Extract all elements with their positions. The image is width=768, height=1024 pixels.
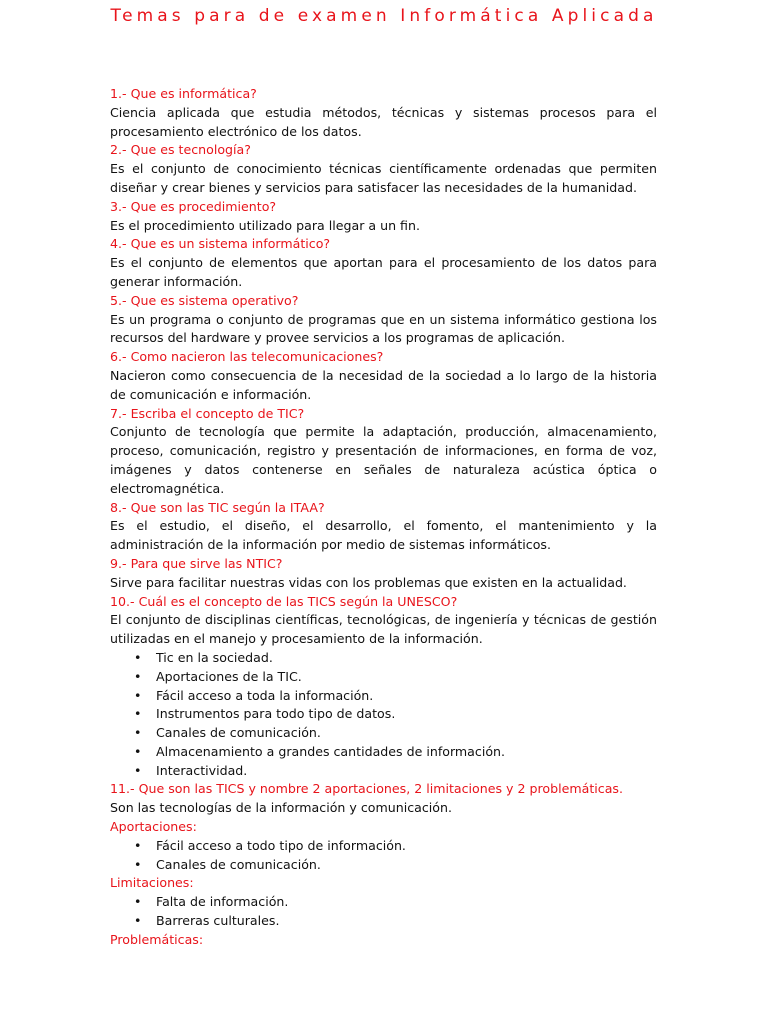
- list-item: [134, 893, 657, 912]
- aportaciones-heading: Aportaciones:: [110, 819, 197, 835]
- qa-item-2: [110, 141, 657, 197]
- list-item: [134, 743, 657, 762]
- bullet-icon: •: [134, 725, 142, 741]
- list-item: [134, 856, 657, 875]
- bullet-icon: •: [134, 856, 142, 872]
- list-item-text: Fácil acceso a toda la información.: [156, 687, 374, 703]
- qa-item-3: [110, 198, 657, 236]
- document-body: [110, 85, 657, 950]
- bullet-icon: •: [134, 649, 142, 665]
- list-item: [134, 837, 657, 856]
- answer: Es un programa o conjunto de programas que en un sistema informático gestiona los recursos del hardware y provee servicios a los programas de aplicación.: [110, 311, 657, 346]
- list-item-text: Falta de información.: [156, 894, 289, 910]
- answer: Ciencia aplicada que estudia métodos, técnicas y sistemas procesos para el procesamiento electrónico de los datos.: [110, 104, 657, 139]
- question: 2.- Que es tecnología?: [110, 142, 251, 158]
- list-item: [134, 724, 657, 743]
- qa-item-4: [110, 235, 657, 291]
- answer: Sirve para facilitar nuestras vidas con los problemas que existen en la actualidad.: [110, 574, 627, 590]
- list-item-text: Canales de comunicación.: [156, 856, 321, 872]
- bullet-icon: •: [134, 687, 142, 703]
- answer: Es el estudio, el diseño, el desarrollo, el fomento, el mantenimiento y la administración de la información por medio de sistemas informáticos.: [110, 518, 657, 553]
- answer: Son las tecnologías de la información y comunicación.: [110, 800, 452, 816]
- list-item-text: Aportaciones de la TIC.: [156, 668, 302, 684]
- list-item-text: Barreras culturales.: [156, 913, 280, 929]
- qa-item-8: [110, 499, 657, 555]
- list-item: [134, 649, 657, 668]
- list-item-text: Canales de comunicación.: [156, 725, 321, 741]
- bullet-icon: •: [134, 743, 142, 759]
- question: 5.- Que es sistema operativo?: [110, 292, 299, 308]
- bullet-icon: •: [134, 668, 142, 684]
- list-item: [134, 705, 657, 724]
- bullet-icon: •: [134, 913, 142, 929]
- aportaciones-list: [110, 837, 657, 875]
- question: 10.- Cuál es el concepto de las TICS según la UNESCO?: [110, 593, 458, 609]
- answer: Es el procedimiento utilizado para llegar a un fin.: [110, 217, 420, 233]
- limitaciones-heading: Limitaciones:: [110, 875, 194, 891]
- list-item-text: Fácil acceso a todo tipo de información.: [156, 837, 406, 853]
- bullet-icon: •: [134, 706, 142, 722]
- list-item-text: Instrumentos para todo tipo de datos.: [156, 706, 396, 722]
- question: 6.- Como nacieron las telecomunicaciones?: [110, 349, 384, 365]
- bullet-icon: •: [134, 894, 142, 910]
- qa-item-7: [110, 405, 657, 499]
- question: 9.- Para que sirve las NTIC?: [110, 555, 283, 571]
- bullet-icon: •: [134, 837, 142, 853]
- question: 1.- Que es informática?: [110, 86, 257, 101]
- list-item: [134, 762, 657, 781]
- list-item-text: Tic en la sociedad.: [156, 649, 273, 665]
- question: 8.- Que son las TIC según la ITAA?: [110, 499, 325, 515]
- qa-item-1: [110, 85, 657, 141]
- qa-item-6: [110, 348, 657, 404]
- question: 7.- Escriba el concepto de TIC?: [110, 405, 305, 421]
- qa-item-5: [110, 292, 657, 348]
- answer: El conjunto de disciplinas científicas, tecnológicas, de ingeniería y técnicas de gestión utilizadas en el manejo y procesamiento de la información.: [110, 612, 657, 647]
- list-item: [134, 668, 657, 687]
- answer: Es el conjunto de conocimiento técnicas científicamente ordenadas que permiten diseñar y crear bienes y servicios para satisfacer las necesidades de la humanidad.: [110, 161, 657, 195]
- list-item-text: Interactividad.: [156, 762, 248, 778]
- list-item: [134, 687, 657, 706]
- question: 4.- Que es un sistema informático?: [110, 236, 331, 252]
- list-item-text: Almacenamiento a grandes cantidades de información.: [156, 743, 506, 759]
- answer: Nacieron como consecuencia de la necesidad de la sociedad a lo largo de la historia de comunicación e información.: [110, 367, 657, 402]
- qa-item-11: [110, 780, 657, 949]
- answer: Conjunto de tecnología que permite la adaptación, producción, almacenamiento, proceso, comunicación, registro y presentación de informaciones, en forma de voz, imágenes y datos contenerse en señales de naturaleza acústica óptica o electromagnética.: [110, 424, 657, 496]
- qa-item-9: [110, 555, 657, 593]
- answer: Es el conjunto de elementos que aportan para el procesamiento de los datos para generar información.: [110, 255, 657, 289]
- question: 11.- Que son las TICS y nombre 2 aportaciones, 2 limitaciones y 2 problemáticas.: [110, 781, 623, 797]
- question: 3.- Que es procedimiento?: [110, 198, 277, 214]
- problematicas-heading: Problemáticas:: [110, 931, 204, 947]
- bullet-icon: •: [134, 762, 142, 778]
- qa-item-10: [110, 593, 657, 781]
- list-item: [134, 912, 657, 931]
- page-title: Temas para de examen Informática Aplicada: [110, 6, 658, 26]
- tic-bullet-list: [110, 649, 657, 781]
- limitaciones-list: [110, 893, 657, 931]
